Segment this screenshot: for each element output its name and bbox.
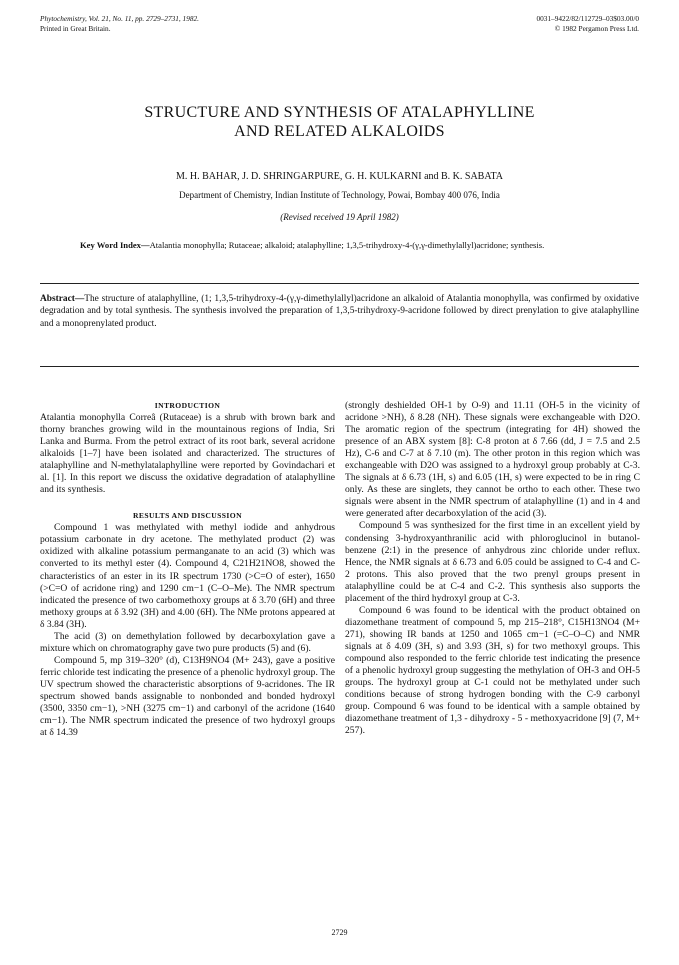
top-rule	[40, 283, 639, 284]
results-heading: RESULTS AND DISCUSSION	[133, 511, 242, 521]
right-paragraph-3: Compound 6 was found to be identical with the product obtained on diazomethane treatment of compound 5, mp 215–218°, C15H13NO4 (M+ 271), showing IR bands at 1250 and 1065 cm−1 (=C–O–C) and NMR signals at δ 4.09 (3H, s) and 3.93 (3H, s) for two methoxyl groups. This compound also responded to the ferric chloride test indicating the presence of a phenolic hydroxyl group suggesting the methylation of OH-3 and OH-5 groups. The hydroxyl group at C-1 could not be methylated under such conditions because of strong hydrogen bonding with the C-9 carbonyl group. Compound 6 was found to be identical with a sample obtained by diazomethane treatment of 1,3 - dihydroxy - 5 - methoxyacridone [9] (7, M+ 257).	[345, 604, 640, 737]
printed-note: Printed in Great Britain.	[40, 23, 111, 33]
left-column	[40, 400, 335, 739]
title-line-1: STRUCTURE AND SYNTHESIS OF ATALAPHYLLINE	[144, 104, 535, 121]
key-word-index	[80, 239, 629, 252]
abstract-text: The structure of atalaphylline, (1; 1,3,5-trihydroxy-4-(γ,γ-dimethylallyl)acridone an alkaloid of Atalantia monophylla, was confirmed by oxidative degradation and by total synthesis. The synthesis involved the preparation of 1,3,5-trihydroxy-9-acridone followed by direct prenylation to give atalaphylline and a monoprenylated product.	[40, 294, 639, 329]
paper-title	[40, 103, 639, 141]
results-paragraph-1: Compound 1 was methylated with methyl iodide and anhydrous potassium carbonate in dry acetone. The methylated product (2) was oxidized with alkaline potassium permanganate to an acid (3) which was converted to its methyl ester (4). Compound 4, C21H21NO8, showed the characteristics of an ester in its IR spectrum 1730 (>C=O of ester), 1650 (>C=O of acridone ring) and 1290 cm−1 (C–O–Me). The NMR spectrum indicated the presence of two carbomethoxy groups at δ 3.70 (6H) and three methoxy groups at δ 3.92 (3H) and 4.00 (6H). The NMe protons appeared at δ 3.84 (3H).	[40, 522, 335, 630]
running-header-left	[40, 14, 199, 33]
revised-date: (Revised received 19 April 1982)	[280, 212, 399, 222]
article-code: 0031–9422/82/112729–03$03.00/0	[536, 14, 639, 23]
introduction-heading: INTRODUCTION	[154, 401, 221, 410]
keywords-text: Atalantia monophylla; Rutaceae; alkaloid; atalaphylline; 1,3,5-trihydroxy-4-(γ,γ-dimethylallyl)acridone; synthesis.	[149, 240, 545, 250]
title-line-2: AND RELATED ALKALOIDS	[234, 123, 445, 140]
bottom-rule	[40, 366, 639, 367]
keywords-label: Key Word Index—	[80, 240, 150, 250]
results-paragraph-3: Compound 5, mp 319–320° (d), C13H9NO4 (M+ 243), gave a positive ferric chloride test indicating the presence of a phenolic hydroxyl group. The UV spectrum showed the characteristic absorptions of 9-acridones. The IR spectrum showed bands assignable to nonbonded and bonded hydroxyl (3500, 3350 cm−1), >NH (3275 cm−1) and carbonyl of the acridone (1640 cm−1). The NMR spectrum indicated the presence of two hydroxyl groups at δ 14.39	[40, 654, 335, 739]
right-column	[345, 400, 640, 737]
introduction-paragraph: Atalantia monophylla Correâ (Rutaceae) is a shrub with brown bark and thorny branches growing wild in the mountainous regions of India, Sri Lanka and Burma. From the petrol extract of its root bark, several acridone alkaloids [1–7] have been isolated and characterized. The structures of atalaphylline and N-methylatalaphylline were reported by Govindachari et al. [1]. In this report we discuss the oxidative degradation of atalaphylline and its synthesis.	[40, 412, 335, 496]
abstract-label: Abstract—	[40, 294, 85, 304]
page-number: 2729	[331, 928, 348, 937]
authors: M. H. BAHAR, J. D. SHRINGARPURE, G. H. KULKARNI and B. K. SABATA	[176, 171, 503, 182]
results-paragraph-2: The acid (3) on demethylation followed by decarboxylation gave a mixture which on chromatography gave two pure products (5) and (6).	[40, 630, 335, 654]
right-paragraph-1: (strongly deshielded OH-1 by O-9) and 11.11 (OH-5 in the vicinity of acridone >NH), δ 8.28 (NH). These signals were exchangeable with D2O. The aromatic region of the spectrum (integrating for 4H) showed the presence of an ABX system [8]: C-8 proton at δ 7.66 (dd, J = 7.5 and 2.5 Hz), C-6 and C-7 at δ 7.10 (m). The other proton in this region which was exchangeable with D2O was assigned to a hydroxyl group probably at C-3. The signals at δ 6.73 (1H, s) and 6.05 (1H, s) were expected to be in ring C only. As these are singlets, they cannot be ortho to each other. These two signals were absent in the NMR spectrum of atalaphylline (1) and in 4 and were generated after decarboxylation of the acid (3).	[345, 400, 640, 520]
right-paragraph-2: Compound 5 was synthesized for the first time in an excellent yield by condensing 3-hydroxyanthranilic acid with phloroglucinol in butanol-benzene (2:1) in the presence of anhydrous zinc chloride under reflux. Hence, the NMR signals at δ 6.73 and 6.05 could be assigned to C-4 and C-2 protons. This also proved that the two prenyl groups present in atalaphylline could be at C-4 and C-2. This synthesis also supports the placement of the third hydroxyl group at C-3.	[345, 520, 640, 604]
running-header-right	[537, 14, 640, 33]
affiliation: Department of Chemistry, Indian Institute of Technology, Powai, Bombay 400 076, India	[179, 190, 500, 200]
copyright-note: © 1982 Pergamon Press Ltd.	[554, 23, 639, 33]
abstract	[40, 293, 639, 330]
journal-citation: Phytochemistry, Vol. 21, No. 11, pp. 2729–2731, 1982.	[40, 14, 199, 23]
